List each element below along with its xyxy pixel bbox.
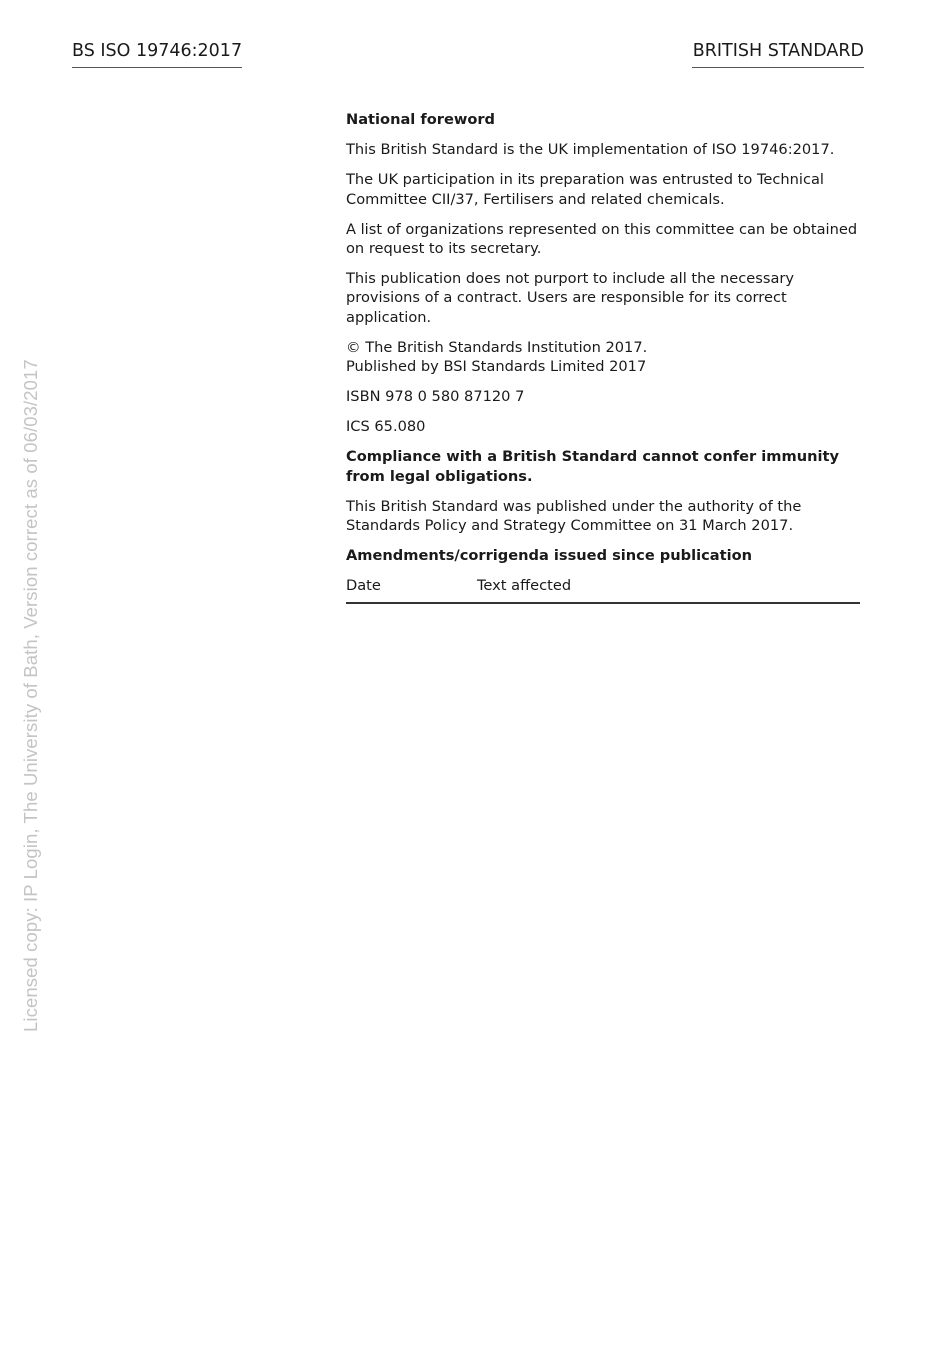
isbn-line: ISBN 978 0 580 87120 7 (346, 388, 525, 406)
copyright-line: © The British Standards Institution 2017. (346, 338, 648, 356)
publisher-line: Published by BSI Standards Limited 2017 (346, 358, 647, 376)
foreword-paragraph: The UK participation in its preparation was entrusted to Technical Committee CII/37, Fertilisers and related chemicals. (346, 171, 824, 208)
license-watermark: Licensed copy: IP Login, The University of Bath, Version correct as of 06/03/2017 (20, 359, 41, 1032)
foreword-paragraph: This publication does not purport to include all the necessary provisions of a contract. Users are responsible for its correct application. (346, 270, 795, 326)
date-column-header: Date (346, 577, 381, 595)
national-foreword (346, 110, 860, 604)
foreword-title: National foreword (346, 111, 496, 128)
amendments-table-header (346, 576, 860, 603)
ics-line: ICS 65.080 (346, 418, 426, 436)
text-affected-column-header: Text affected (477, 577, 572, 595)
amendments-heading: Amendments/corrigenda issued since publication (346, 547, 752, 565)
compliance-statement: Compliance with a British Standard cannot confer immunity from legal obligations. (346, 448, 839, 485)
foreword-paragraph: This British Standard is the UK implementation of ISO 19746:2017. (346, 141, 835, 159)
document-id-header: BS ISO 19746:2017 (72, 40, 242, 68)
copyright-block (346, 338, 860, 377)
foreword-paragraph: A list of organizations represented on this committee can be obtained on request to its secretary. (346, 220, 858, 258)
standard-series-header: BRITISH STANDARD (692, 40, 864, 68)
authority-statement: This British Standard was published under the authority of the Standards Policy and Strategy Committee on 31 March 2017. (346, 497, 802, 535)
